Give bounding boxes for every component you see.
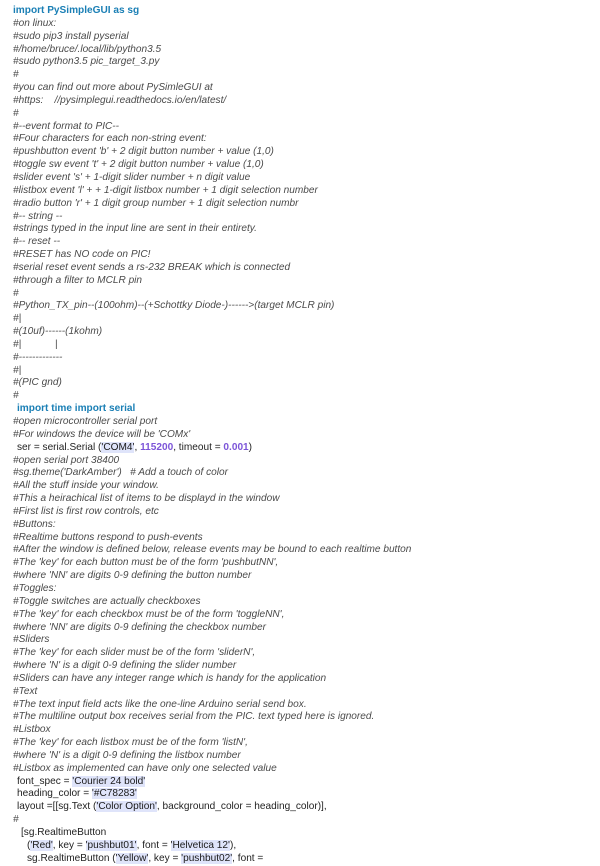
code-line	[13, 840, 593, 853]
comment-line: #The 'key' for each listbox must be of the form 'listN',	[13, 737, 248, 749]
comment-line: #sudo python3.5 pic_target_3.py	[13, 56, 160, 68]
comment-line: #For windows the device will be 'COMx'	[13, 428, 191, 440]
string-literal: '#C78283'	[91, 788, 137, 800]
comment-line: #All the stuff inside your window.	[13, 480, 159, 492]
comment-line: #RESET has NO code on PIC!	[13, 249, 151, 261]
comment-line: #Text	[13, 685, 38, 697]
code-token: , background_color = heading_color)],	[156, 801, 327, 813]
comment-line: #The 'key' for each checkbox must be of the form 'toggleNN',	[13, 608, 285, 620]
comment-line: #|	[13, 364, 22, 376]
comment-line: #-- string --	[13, 210, 63, 222]
comment-line: #	[13, 390, 19, 402]
code-listing	[13, 5, 593, 866]
comment-line: #on linux:	[13, 17, 57, 29]
comment-line: #Listbox	[13, 724, 51, 736]
string-literal: 'Color Option'	[96, 801, 157, 813]
comment-line: #open microcontroller serial port	[13, 416, 158, 427]
code-line	[13, 853, 593, 866]
comment-line: #toggle sw event 't' + 2 digit button number + value (1,0)	[13, 159, 264, 171]
code-token: sg.RealtimeButton (	[27, 852, 116, 864]
string-literal: 'Yellow'	[115, 852, 149, 864]
code-token: , key =	[148, 852, 182, 864]
comment-line: #where 'NN' are digits 0-9 defining the checkbox number	[13, 621, 266, 633]
comment-line: #First list is first row controls, etc	[13, 505, 159, 517]
code-line	[13, 788, 593, 801]
comment-line: #Sliders can have any integer range which is handy for the application	[13, 672, 327, 684]
comment-line: #where 'NN' are digits 0-9 defining the button number	[13, 570, 252, 582]
string-literal: 'Red'	[30, 839, 53, 851]
comment-line: #/home/bruce/.local/lib/python3.5	[13, 43, 162, 55]
code-token: , font =	[136, 839, 171, 851]
comment-line: #Listbox as implemented can have only one selected value	[13, 762, 277, 774]
string-literal: 'Helvetica 12'	[170, 839, 230, 851]
comment-line: #Four characters for each non-string event:	[13, 133, 207, 145]
comment-line: #The multiline output box receives serial from the PIC. text typed here is ignored.	[13, 711, 375, 723]
comment-line: #Buttons:	[13, 518, 56, 530]
comment-line: #After the window is defined below, release events may be bound to each realtime button	[13, 544, 412, 556]
comment-line: #where 'N' is a digit 0-9 defining the listbox number	[13, 749, 241, 761]
code-token: )	[248, 441, 253, 453]
comment-line: #sudo pip3 install pyserial	[13, 30, 129, 42]
code-line	[13, 827, 593, 840]
comment-line: #The 'key' for each slider must be of the form 'sliderN',	[13, 647, 256, 659]
code-token: layout =[[sg.Text (	[17, 801, 97, 813]
comment-line: #https: //pysimplegui.readthedocs.io/en/latest/	[13, 94, 227, 106]
comment-line: #The text input field acts like the one-line Arduino serial send box.	[13, 698, 307, 710]
comment-line: #|	[13, 313, 22, 325]
comment-line: #where 'N' is a digit 0-9 defining the slider number	[13, 660, 237, 672]
string-literal: 'pushbut01'	[85, 839, 137, 851]
comment-line: #(10uf)------(1kohm)	[13, 326, 103, 338]
comment-line: #listbox event 'l' + + 1-digit listbox number + 1 digit selection number	[13, 184, 318, 196]
comment-line: #This a heirachical list of items to be displayd in the window	[13, 493, 280, 505]
comment-line: #	[13, 107, 19, 119]
comment-line: #-------------	[13, 351, 63, 363]
comment-line: #	[13, 814, 19, 826]
code-token: ,	[134, 441, 141, 453]
comment-line: #you can find out more about PySimleGUI at	[13, 82, 213, 94]
code-line	[13, 801, 593, 814]
string-literal: 'pushbut02'	[181, 852, 233, 864]
comment-line: #	[13, 287, 19, 299]
code-token: heading_color =	[17, 788, 92, 800]
import-statement: import PySimpleGUI as sg	[13, 5, 140, 16]
comment-line: #Sliders	[13, 634, 50, 646]
string-literal: 'Courier 24 bold'	[72, 775, 146, 787]
code-token: , timeout =	[173, 441, 224, 453]
number-literal: 115200	[140, 441, 174, 453]
import-statement: import time import serial	[17, 403, 136, 415]
comment-line: #(PIC gnd)	[13, 377, 62, 389]
code-token: (	[27, 839, 31, 851]
comment-line: #through a filter to MCLR pin	[13, 274, 143, 286]
code-token: font_spec =	[17, 775, 73, 787]
code-line	[13, 776, 593, 789]
comment-line: #strings typed in the input line are sent in their entirety.	[13, 223, 257, 235]
code-token: ),	[229, 839, 237, 851]
string-literal: 'COM4'	[101, 441, 135, 453]
comment-line: #-- reset --	[13, 236, 61, 248]
comment-line: #Realtime buttons respond to push-events	[13, 531, 203, 543]
comment-line: #--event format to PIC--	[13, 120, 120, 132]
comment-line: #The 'key' for each button must be of the form 'pushbutNN',	[13, 557, 279, 569]
comment-line: #	[13, 69, 19, 81]
code-token: [sg.RealtimeButton	[21, 827, 107, 838]
code-token: ser = serial.Serial (	[17, 441, 102, 453]
code-token: , font =	[232, 852, 264, 864]
comment-line: #sg.theme('DarkAmber') # Add a touch of color	[13, 467, 228, 479]
comment-line: #| |	[13, 338, 58, 350]
code-line	[13, 442, 593, 455]
comment-line: #radio button 'r' + 1 digit group number + 1 digit selection numbr	[13, 197, 299, 209]
comment-line: #Toggle switches are actually checkboxes	[13, 595, 201, 607]
comment-line: #Toggles:	[13, 582, 57, 594]
comment-line: #serial reset event sends a rs-232 BREAK which is connected	[13, 261, 291, 273]
comment-line: #Python_TX_pin--(100ohm)--(+Schottky Diode-)------>(target MCLR pin)	[13, 300, 335, 312]
number-literal: 0.001	[223, 441, 249, 453]
comment-line: #slider event 's' + 1-digit slider number + n digit value	[13, 171, 251, 183]
comment-line: #open serial port 38400	[13, 454, 120, 466]
code-token: , key =	[52, 839, 86, 851]
comment-line: #pushbutton event 'b' + 2 digit button number + value (1,0)	[13, 146, 274, 158]
